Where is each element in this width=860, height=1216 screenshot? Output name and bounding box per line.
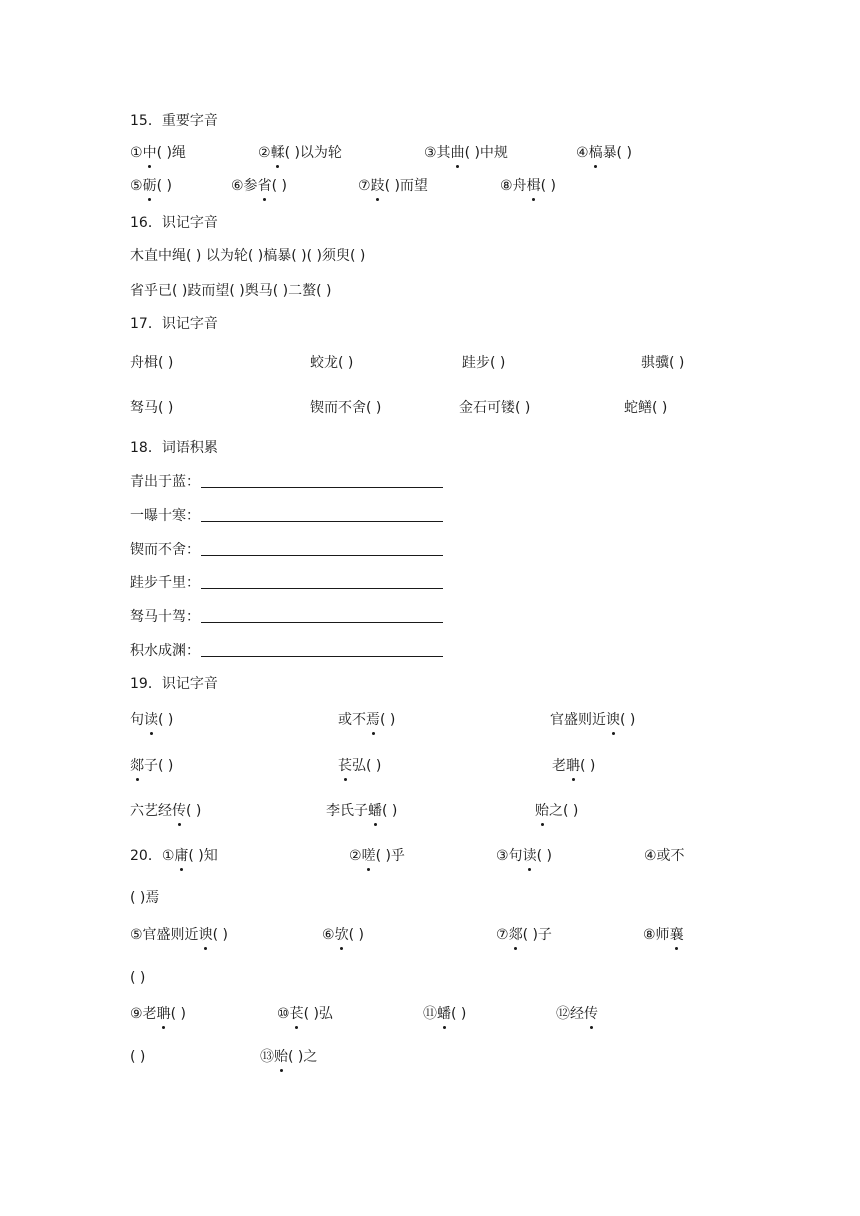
q15-item-4: ④槁暴( ) <box>576 142 632 164</box>
q18-item-3 <box>130 539 443 561</box>
q15-item-8: ⑧舟楫( ) <box>500 175 556 197</box>
answer-blank[interactable] <box>201 608 443 623</box>
q19-item: 李氏子蟠( ) <box>326 800 397 822</box>
q17-item: 锲而不舍( ) <box>310 400 382 416</box>
q20-item-4: ④或不 <box>644 848 685 864</box>
q20-item-2: ②嗟( )乎 <box>349 845 405 867</box>
q20-blank: ( ) <box>130 1049 146 1065</box>
q19-heading: 19．识记字音 <box>130 676 218 692</box>
q20-item-8: ⑧师襄 <box>643 924 684 946</box>
q17-item: 蛇鳝( ) <box>624 400 668 416</box>
q18-term: 积水成渊： <box>130 643 200 659</box>
q18-item-1 <box>130 471 443 493</box>
q20-item-10: ⑩苌( )弘 <box>277 1003 333 1025</box>
q15-item-3: ③其曲( )中规 <box>424 142 508 164</box>
q18-item-5 <box>130 606 443 628</box>
q19-item: 官盛则近谀( ) <box>550 709 635 731</box>
answer-blank[interactable] <box>201 541 443 556</box>
q20-item-5: ⑤官盛则近谀( ) <box>130 924 228 946</box>
q15-item-1: ①中( )绳 <box>130 142 186 164</box>
q20-row4: ( ) <box>130 970 146 986</box>
q19-item: 老聃( ) <box>552 755 595 777</box>
q20-item-3: ③句读( ) <box>496 845 552 867</box>
answer-blank[interactable] <box>201 473 443 488</box>
answer-blank[interactable] <box>201 642 443 657</box>
q15-item-2: ②輮( )以为轮 <box>258 142 342 164</box>
q19-item: 贻之( ) <box>535 800 578 822</box>
q17-item: 骐骥( ) <box>641 355 685 371</box>
q18-heading: 18．词语积累 <box>130 440 218 456</box>
q20-item-1: 20．①庸( )知 <box>130 845 218 867</box>
q19-item: 苌弘( ) <box>338 755 381 777</box>
q18-term: 一曝十寒： <box>130 508 200 524</box>
q15-item-5: ⑤砺( ) <box>130 175 172 197</box>
q19-item: 六艺经传( ) <box>130 800 201 822</box>
q16-heading: 16．识记字音 <box>130 215 218 231</box>
q18-item-4 <box>130 572 443 594</box>
q18-term: 跬步千里： <box>130 575 200 591</box>
q15-heading: 15．重要字音 <box>130 113 218 129</box>
answer-blank[interactable] <box>201 507 443 522</box>
q20-item-6: ⑥欤( ) <box>322 924 364 946</box>
answer-blank[interactable] <box>201 574 443 589</box>
q18-item-6 <box>130 640 443 662</box>
q16-row2: 省乎已( )跂而望( )舆马( )二螯( ) <box>130 283 332 299</box>
q18-term: 驽马十驾： <box>130 609 200 625</box>
q18-item-2 <box>130 505 443 527</box>
q18-term: 锲而不舍： <box>130 542 200 558</box>
q20-item-9: ⑨老聃( ) <box>130 1003 186 1025</box>
q17-item: 蛟龙( ) <box>310 355 354 371</box>
q16-row1: 木直中绳( ) 以为轮( )槁暴( )( )须臾( ) <box>130 248 366 264</box>
q17-item: 舟楫( ) <box>130 355 174 371</box>
q17-item: 驽马( ) <box>130 400 174 416</box>
q20-item-13: ⑬贻( )之 <box>260 1046 317 1068</box>
q19-item: 或不焉( ) <box>338 709 395 731</box>
q19-item: 句读( ) <box>130 709 173 731</box>
q17-item: 金石可镂( ) <box>459 400 531 416</box>
q20-item-12: ⑫经传 <box>556 1003 598 1025</box>
q15-item-6: ⑥参省( ) <box>231 175 287 197</box>
q20-item-7: ⑦郯( )子 <box>496 924 552 946</box>
q17-heading: 17．识记字音 <box>130 316 218 332</box>
q20-row2: ( )焉 <box>130 890 160 906</box>
q15-item-7: ⑦跂( )而望 <box>358 175 428 197</box>
q19-item: 郯子( ) <box>130 755 173 777</box>
q18-term: 青出于蓝： <box>130 474 200 490</box>
q17-item: 跬步( ) <box>462 355 506 371</box>
q20-item-11: ⑪蟠( ) <box>423 1003 466 1025</box>
